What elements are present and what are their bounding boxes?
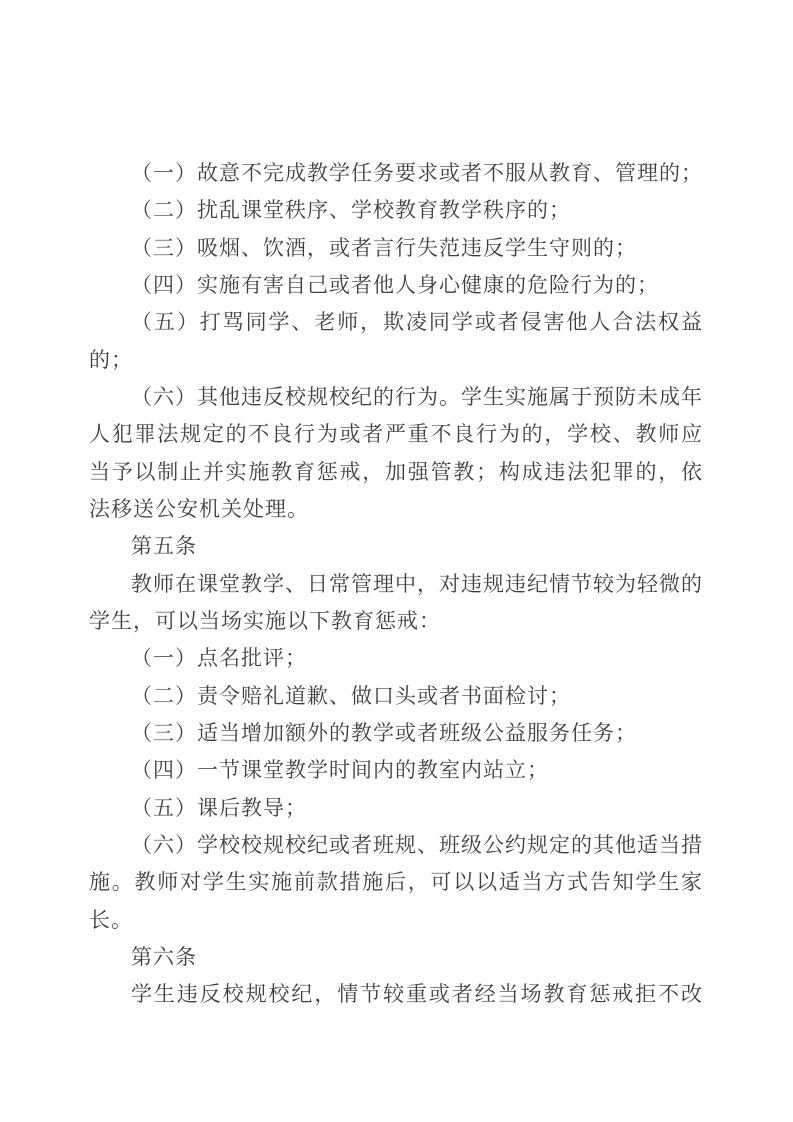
paragraph-item-measure-4: （四）一节课堂教学时间内的教室内站立； — [131, 758, 549, 783]
paragraph-item-measure-1: （一）点名批评； — [131, 646, 307, 671]
article-heading-5: 第五条 — [131, 534, 197, 559]
paragraph-item-measure-6: （六）学校校规校纪或者班规、班级公约规定的其他适当措施。教师对学生实施前款措施后，可以以适当方式告知学生家长。 — [89, 832, 703, 932]
paragraph-item-measure-2: （二）责令赔礼道歉、做口头或者书面检讨； — [131, 683, 571, 708]
paragraph-item-measure-3: （三）适当增加额外的教学或者班级公益服务任务； — [131, 720, 637, 745]
paragraph-item-1: （一）故意不完成教学任务要求或者不服从教育、管理的； — [131, 161, 703, 185]
paragraph-article-5-intro: 教师在课堂教学、日常管理中，对违规违纪情节较为轻微的学生，可以当场实施以下教育惩戒： — [89, 571, 703, 633]
paragraph-item-measure-5: （五）课后教导； — [131, 795, 307, 820]
article-heading-6: 第六条 — [131, 944, 197, 969]
paragraph-item-5: （五）打骂同学、老师，欺凌同学或者侵害他人合法权益的； — [89, 310, 703, 372]
paragraph-item-2: （二）扰乱课堂秩序、学校教育教学秩序的； — [131, 198, 571, 223]
paragraph-item-3: （三）吸烟、饮酒，或者言行失范违反学生守则的； — [131, 235, 637, 260]
paragraph-item-6: （六）其他违反校规校纪的行为。学生实施属于预防未成年人犯罪法规定的不良行为或者严重不良行为的，学校、教师应当予以制止并实施教育惩戒，加强管教；构成违法犯罪的，依法移送公安机关处理。 — [89, 384, 703, 521]
paragraph-article-6-intro: 学生违反校规校纪，情节较重或者经当场教育惩戒拒不改 — [131, 982, 703, 1007]
paragraph-item-4: （四）实施有害自己或者他人身心健康的危险行为的； — [131, 272, 659, 297]
